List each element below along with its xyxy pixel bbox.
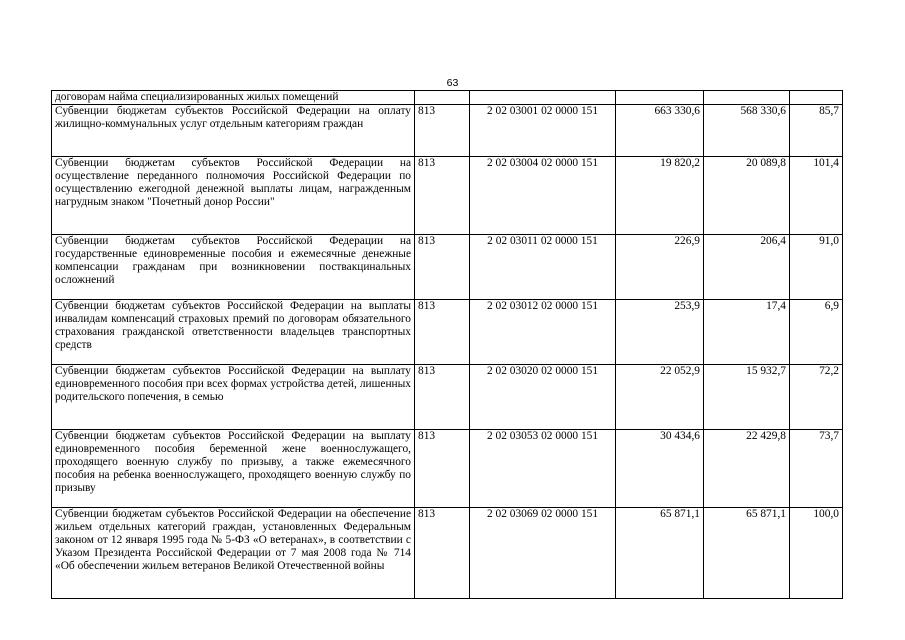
row-budget-code: 2 02 03011 02 0000 151 <box>470 235 616 300</box>
row-execution-percent: 72,2 <box>790 365 843 430</box>
row-description: Субвенции бюджетам субъектов Российской Федерации на осуществление переданного полномочия Российской Федерации по осуществлению ежегодной денежной выплаты лицам, награжденным нагрудным знаком "Почетный донор России" <box>52 157 415 235</box>
row-description: Субвенции бюджетам субъектов Российской Федерации на обеспечение жильем отдельных категорий граждан, установленных Федеральным законом от 12 января 1995 года № 5-ФЗ «О ветеранах», в соответствии с Указом Президента Российской Федерации от 7 мая 2008 года № 714 «Об обеспечении жильем ветеранов Великой Отечественной войны <box>52 508 415 599</box>
row-admin-code: 813 <box>415 430 470 508</box>
budget-table <box>51 90 843 599</box>
row-executed-amount: 206,4 <box>704 235 790 300</box>
row-budget-code: 2 02 03020 02 0000 151 <box>470 365 616 430</box>
page-number: 63 <box>446 77 459 89</box>
row-admin-code <box>415 91 470 105</box>
row-admin-code: 813 <box>415 508 470 599</box>
table-row <box>52 105 843 157</box>
row-executed-amount: 65 871,1 <box>704 508 790 599</box>
row-description: Субвенции бюджетам субъектов Российской Федерации на выплату единовременного пособия беременной жене военнослужащего, проходящего военную службу по призыву, а также ежемесячного пособия на ребенка военнослужащего, проходящего военную службу по призыву <box>52 430 415 508</box>
row-approved-amount: 253,9 <box>616 300 704 365</box>
row-admin-code: 813 <box>415 157 470 235</box>
row-budget-code: 2 02 03004 02 0000 151 <box>470 157 616 235</box>
row-admin-code: 813 <box>415 235 470 300</box>
row-admin-code: 813 <box>415 365 470 430</box>
table-row <box>52 430 843 508</box>
row-executed-amount <box>704 91 790 105</box>
row-execution-percent: 6,9 <box>790 300 843 365</box>
table-row <box>52 508 843 599</box>
row-budget-code: 2 02 03069 02 0000 151 <box>470 508 616 599</box>
row-admin-code: 813 <box>415 105 470 157</box>
row-execution-percent: 100,0 <box>790 508 843 599</box>
row-approved-amount: 30 434,6 <box>616 430 704 508</box>
row-description: договорам найма специализированных жилых помещений <box>52 91 415 105</box>
row-approved-amount: 19 820,2 <box>616 157 704 235</box>
row-execution-percent: 73,7 <box>790 430 843 508</box>
row-description: Субвенции бюджетам субъектов Российской Федерации на государственные единовременные пособия и ежемесячные денежные компенсации гражданам при возникновении поствакцинальных осложнений <box>52 235 415 300</box>
row-executed-amount: 22 429,8 <box>704 430 790 508</box>
table-row <box>52 91 843 105</box>
row-execution-percent <box>790 91 843 105</box>
table-row <box>52 365 843 430</box>
row-description: Субвенции бюджетам субъектов Российской Федерации на выплаты инвалидам компенсаций страховых премий по договорам обязательного страхования гражданской ответственности владельцев транспортных средств <box>52 300 415 365</box>
row-execution-percent: 101,4 <box>790 157 843 235</box>
row-budget-code <box>470 91 616 105</box>
table-body <box>52 91 843 599</box>
table-row <box>52 235 843 300</box>
row-description: Субвенции бюджетам субъектов Российской Федерации на оплату жилищно-коммунальных услуг отдельным категориям граждан <box>52 105 415 157</box>
row-admin-code: 813 <box>415 300 470 365</box>
row-budget-code: 2 02 03001 02 0000 151 <box>470 105 616 157</box>
row-approved-amount: 65 871,1 <box>616 508 704 599</box>
row-execution-percent: 85,7 <box>790 105 843 157</box>
row-executed-amount: 17,4 <box>704 300 790 365</box>
table-row <box>52 300 843 365</box>
row-budget-code: 2 02 03053 02 0000 151 <box>470 430 616 508</box>
row-approved-amount <box>616 91 704 105</box>
row-execution-percent: 91,0 <box>790 235 843 300</box>
row-executed-amount: 15 932,7 <box>704 365 790 430</box>
row-approved-amount: 226,9 <box>616 235 704 300</box>
row-executed-amount: 20 089,8 <box>704 157 790 235</box>
row-approved-amount: 22 052,9 <box>616 365 704 430</box>
row-approved-amount: 663 330,6 <box>616 105 704 157</box>
table-row <box>52 157 843 235</box>
row-budget-code: 2 02 03012 02 0000 151 <box>470 300 616 365</box>
row-description: Субвенции бюджетам субъектов Российской Федерации на выплату единовременного пособия при всех формах устройства детей, лишенных родительского попечения, в семью <box>52 365 415 430</box>
row-executed-amount: 568 330,6 <box>704 105 790 157</box>
